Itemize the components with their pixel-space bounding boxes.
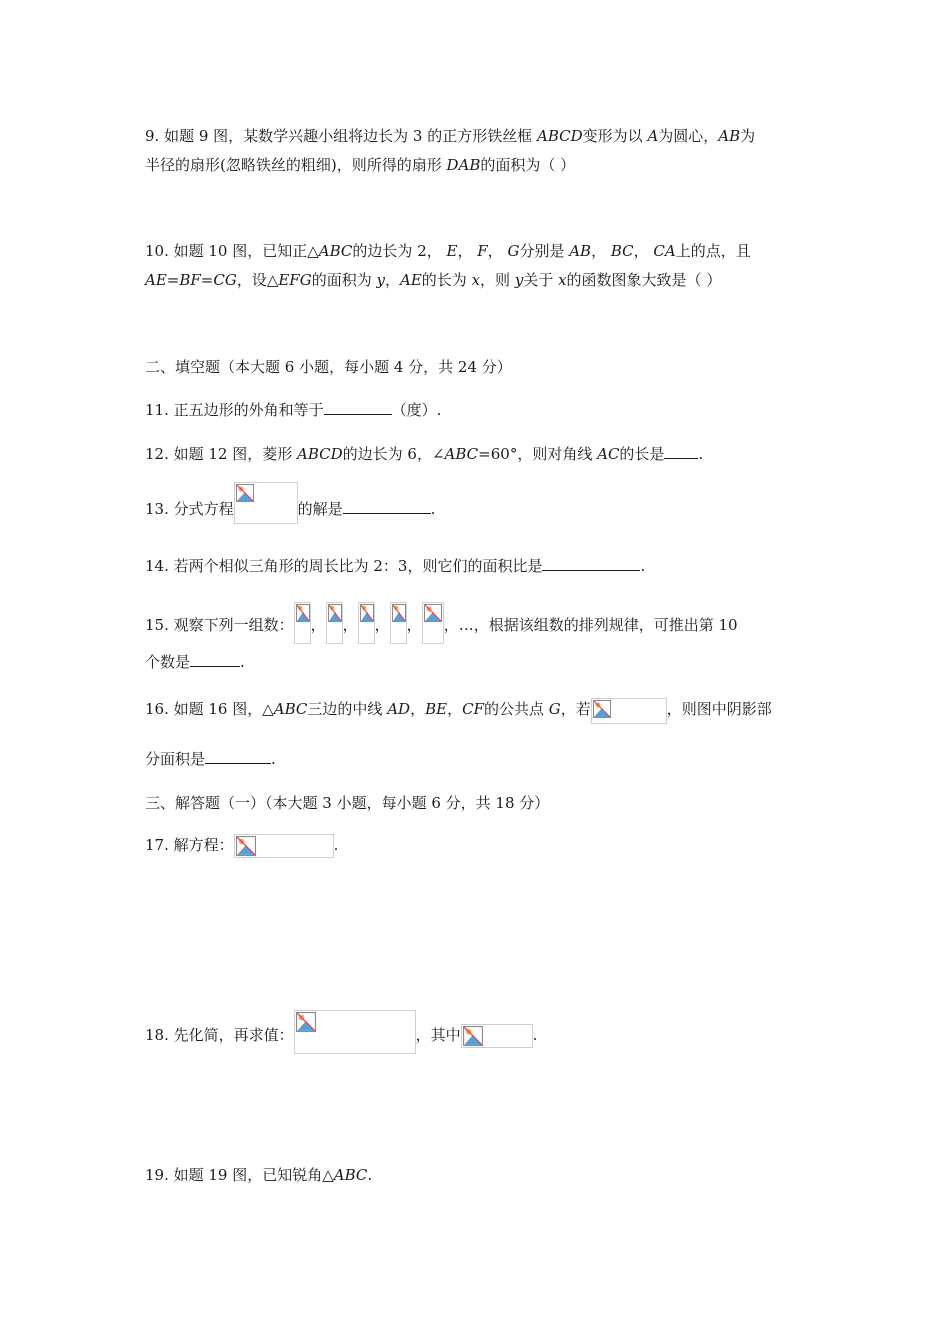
answer-blank bbox=[190, 652, 240, 667]
broken-image-icon bbox=[236, 836, 256, 856]
question-14: 14. 若两个相似三角形的周长比为 2：3，则它们的面积比是 . bbox=[145, 557, 646, 575]
question-10-line-2: AE=BF=CG，设△EFG的面积为 y，AE的长为 x，则 y关于 x的函数图象大致是（ ） bbox=[145, 271, 722, 289]
broken-image-icon bbox=[296, 604, 310, 622]
fraction-image-1 bbox=[294, 602, 311, 644]
broken-image-icon bbox=[463, 1026, 483, 1046]
question-17: 17. 解方程： . bbox=[145, 834, 338, 858]
broken-image-icon bbox=[236, 484, 254, 502]
question-16-line-1: 16. 如题 16 图，△ABC三边的中线 AD，BE，CF的公共点 G，若 ，则图中阴影部 bbox=[145, 696, 772, 724]
section-2-heading: 二、填空题（本大题 6 小题，每小题 4 分，共 24 分） bbox=[145, 358, 512, 376]
value-image bbox=[461, 1024, 533, 1048]
question-15-line-2: 个数是 . bbox=[145, 653, 245, 671]
section-3-heading: 三、解答题（一）（本大题 3 小题，每小题 6 分，共 18 分） bbox=[145, 794, 550, 812]
question-13: 13. 分式方程 的解是 . bbox=[145, 496, 435, 524]
question-16-line-2: 分面积是 . bbox=[145, 750, 276, 768]
question-12: 12. 如题 12 图，菱形 ABCD的边长为 6，∠ABC=60°，则对角线 AC的长是 . bbox=[145, 445, 704, 463]
fraction-image-4 bbox=[390, 602, 407, 644]
equation-image bbox=[234, 482, 298, 524]
broken-image-icon bbox=[296, 1012, 316, 1032]
broken-image-icon bbox=[424, 604, 442, 622]
condition-image bbox=[591, 698, 667, 724]
question-19: 19. 如题 19 图，已知锐角△ABC. bbox=[145, 1166, 373, 1184]
broken-image-icon bbox=[392, 604, 406, 622]
broken-image-icon bbox=[328, 604, 342, 622]
question-9-line-2: 半径的扇形(忽略铁丝的粗细)，则所得的扇形 DAB的面积为（ ） bbox=[145, 156, 576, 174]
question-9-line-1: 9. 如题 9 图，某数学兴趣小组将边长为 3 的正方形铁丝框 ABCD变形为以 A为圆心，AB为 bbox=[145, 127, 756, 145]
answer-blank bbox=[542, 556, 640, 571]
broken-image-icon bbox=[360, 604, 374, 622]
fraction-image-2 bbox=[326, 602, 343, 644]
equation-image bbox=[234, 834, 334, 858]
question-10-line-1: 10. 如题 10 图，已知正△ABC的边长为 2， E， F， G分别是 AB， BC， CA上的点，且 bbox=[145, 242, 751, 260]
answer-blank bbox=[324, 400, 392, 415]
broken-image-icon bbox=[593, 700, 611, 718]
answer-blank bbox=[205, 749, 271, 764]
question-15-line-1: 15. 观察下列一组数： ， ， ， ， ，…，根据该组数的排列规律，可推出第 10 bbox=[145, 608, 738, 644]
answer-blank bbox=[664, 444, 698, 459]
question-18: 18. 先化简，再求值： ，其中 . bbox=[145, 1018, 537, 1054]
question-11: 11. 正五边形的外角和等于 （度）. bbox=[145, 401, 442, 419]
answer-blank bbox=[343, 499, 431, 514]
expression-image bbox=[294, 1010, 416, 1054]
fraction-image-3 bbox=[358, 602, 375, 644]
fraction-image-5 bbox=[422, 602, 444, 644]
